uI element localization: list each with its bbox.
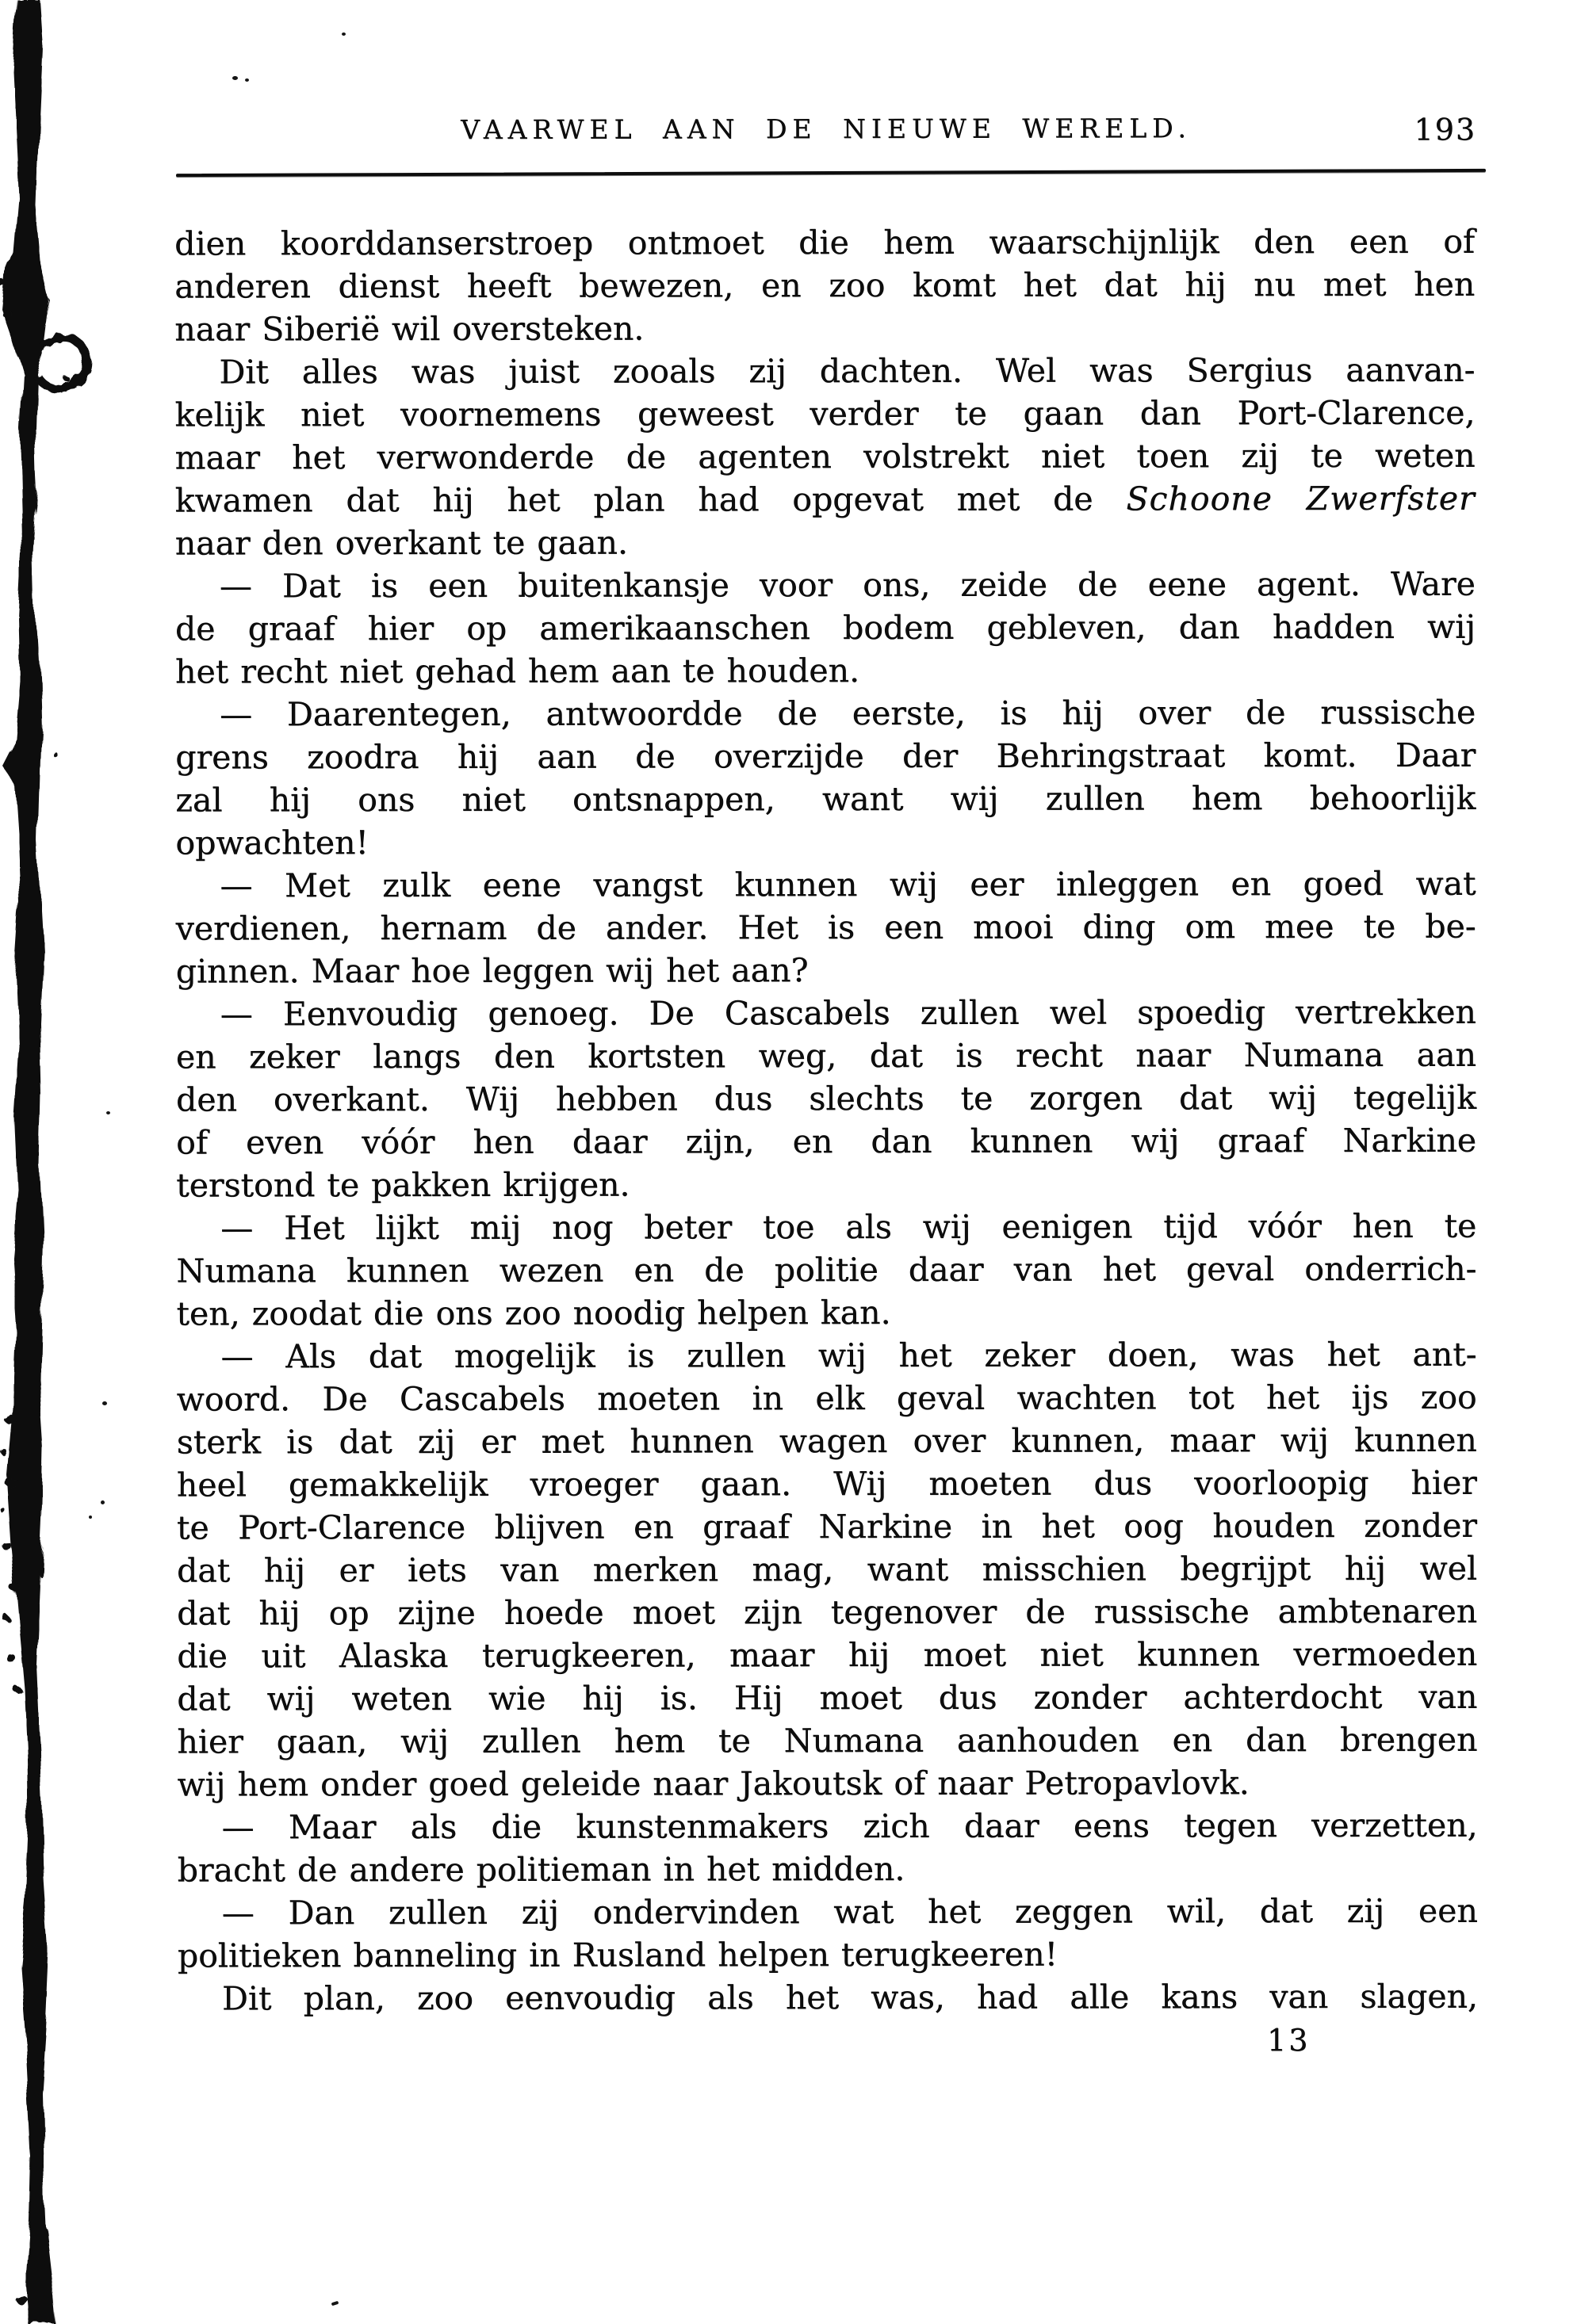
text-segment: dat wij weten wie hij is. Hij moet dus zonder achterdocht van <box>177 1677 1478 1718</box>
text-line <box>174 392 1475 437</box>
text-line <box>177 1590 1477 1635</box>
page-header <box>176 108 1476 155</box>
text-line <box>176 1076 1476 1122</box>
text-line <box>175 648 1476 694</box>
text-line <box>176 1333 1476 1378</box>
text-line <box>177 1676 1477 1721</box>
text-line <box>176 905 1476 950</box>
italic-phrase: Schoone Zwerfster <box>1126 479 1476 518</box>
text-segment: opwachten! <box>175 824 369 862</box>
text-line <box>174 263 1475 308</box>
text-segment: zal hij ons niet ontsnappen, want wij zullen hem behoorlijk <box>175 778 1476 820</box>
text-segment: het recht niet gehad hem aan te houden. <box>174 651 860 691</box>
body-text <box>174 220 1478 2020</box>
text-segment: woord. De Cascabels moeten in elk geval wachten tot het ijs zoo <box>176 1378 1477 1419</box>
text-line <box>177 1419 1477 1464</box>
text-line <box>175 734 1476 779</box>
text-segment: te Port-Clarence blijven en graaf Narkine in het oog houden zonder <box>176 1506 1477 1547</box>
text-segment: terstond te pakken krijgen. <box>176 1165 630 1205</box>
text-segment: dien koorddanserstroep ontmoet die hem waarschijnlijk den een of <box>174 222 1476 263</box>
text-segment: — Met zulk eene vangst kunnen wij eer inleggen en goed wat <box>220 864 1476 905</box>
text-line <box>176 1290 1476 1336</box>
text-line <box>176 1119 1476 1164</box>
text-segment: anderen dienst heeft bewezen, en zoo komt het dat hij nu met hen <box>174 265 1476 306</box>
text-line <box>175 691 1476 736</box>
text-segment: heel gemakkelijk vroeger gaan. Wij moeten dus voorloopig hier <box>176 1463 1477 1504</box>
text-line <box>174 306 1475 351</box>
text-segment: naar den overkant te gaan. <box>174 523 628 563</box>
text-line <box>177 1547 1477 1592</box>
text-segment: — Eenvoudig genoeg. De Cascabels zullen wel spoedig vertrekken <box>220 992 1476 1034</box>
text-line <box>175 606 1476 651</box>
text-segment: ten, zoodat die ons zoo noodig helpen kan. <box>176 1293 891 1333</box>
text-line <box>174 220 1475 266</box>
text-line <box>176 1205 1476 1250</box>
text-segment: den overkant. Wij hebben dus slechts te zorgen dat wij tegelijk <box>175 1078 1476 1119</box>
page-number: 193 <box>1414 112 1477 147</box>
text-segment: Dit plan, zoo eenvoudig als het was, had alle kans van slagen, <box>221 1977 1478 2018</box>
running-title: VAARWEL AAN DE NIEUWE WERELD. <box>461 113 1192 145</box>
text-segment: grens zoodra hij aan de overzijde der Behringstraat komt. Daar <box>175 736 1476 777</box>
text-line <box>176 1034 1476 1079</box>
text-segment: — Daarentegen, antwoordde de eerste, is hij over de russische <box>220 693 1476 734</box>
text-segment: sterk is dat zij er met hunnen wagen over kunnen, maar wij kunnen <box>176 1420 1477 1462</box>
text-line <box>177 1462 1477 1507</box>
text-segment: dat hij op zijne hoede moet zijn tegenover de russische ambtenaren <box>177 1592 1478 1633</box>
text-segment: bracht de andere politieman in het midden. <box>177 1849 905 1890</box>
text-line <box>174 349 1475 394</box>
text-line <box>178 1975 1478 2020</box>
header-rule <box>176 169 1486 177</box>
signature-mark: 13 <box>1267 2023 1311 2058</box>
text-segment: — Als dat mogelijk is zullen wij het zeker doen, was het ant- <box>220 1335 1477 1376</box>
text-segment: — Dat is een buitenkansje voor ons, zeide de eene agent. Ware <box>219 564 1476 606</box>
text-segment: hier gaan, wij zullen hem te Numana aanhouden en dan brengen <box>177 1720 1478 1761</box>
text-line <box>176 948 1476 993</box>
text-line <box>177 1376 1477 1421</box>
text-line <box>176 991 1476 1036</box>
text-segment: dat hij er iets van merken mag, want misschien begrijpt hij wel <box>176 1549 1478 1590</box>
text-line <box>175 477 1476 522</box>
text-segment: — Maar als die kunstenmakers zich daar eens tegen verzetten, <box>221 1806 1478 1847</box>
text-line <box>177 1761 1477 1806</box>
text-line <box>177 1633 1477 1678</box>
text-line <box>175 777 1476 822</box>
text-segment: de graaf hier op amerikaanschen bodem gebleven, dan hadden wij <box>174 607 1476 648</box>
text-segment: kelijk niet voornemens geweest verder te gaan dan Port-Clarence, <box>174 393 1476 434</box>
text-segment: en zeker langs den kortsten weg, dat is recht naar Numana aan <box>175 1035 1476 1076</box>
text-line <box>174 434 1475 480</box>
text-segment: politieken banneling in Rusland helpen terugkeeren! <box>177 1935 1058 1975</box>
text-line <box>178 1804 1478 1849</box>
text-segment: verdienen, hernam de ander. Het is een mooi ding om mee te be- <box>175 907 1476 948</box>
text-segment: naar Siberië wil oversteken. <box>174 309 645 349</box>
text-segment: of even vóór hen daar zijn, en dan kunnen wij graaf Narkine <box>176 1121 1477 1162</box>
text-line <box>177 1718 1477 1764</box>
text-segment: kwamen dat hij het plan had opgevat met de <box>174 480 1127 520</box>
text-line <box>178 1890 1478 1935</box>
text-line <box>175 862 1476 908</box>
text-line <box>178 1847 1478 1892</box>
text-segment: ginnen. Maar hoe leggen wij het aan? <box>175 951 809 991</box>
text-segment: die uit Alaska terugkeeren, maar hij moet niet kunnen vermoeden <box>177 1634 1478 1676</box>
text-segment: Numana kunnen wezen en de politie daar van het geval onderrich- <box>176 1249 1477 1290</box>
text-line <box>175 520 1476 565</box>
text-segment: — Het lijkt mij nog beter toe als wij eenigen tijd vóór hen te <box>220 1206 1477 1248</box>
text-line <box>177 1504 1477 1550</box>
text-line <box>175 820 1476 865</box>
text-segment: wij hem onder goed geleide naar Jakoutsk of naar Petropavlovk. <box>177 1764 1250 1804</box>
text-line <box>178 1932 1478 1978</box>
text-line <box>176 1248 1476 1293</box>
text-segment: Dit alles was juist zooals zij dachten. Wel was Sergius aanvan- <box>219 350 1476 392</box>
text-segment: maar het verwonderde de agenten volstrekt niet toen zij te weten <box>174 436 1476 477</box>
text-line <box>175 563 1476 608</box>
text-line <box>176 1162 1476 1207</box>
text-segment: — Dan zullen zij ondervinden wat het zeggen wil, dat zij een <box>221 1891 1478 1932</box>
